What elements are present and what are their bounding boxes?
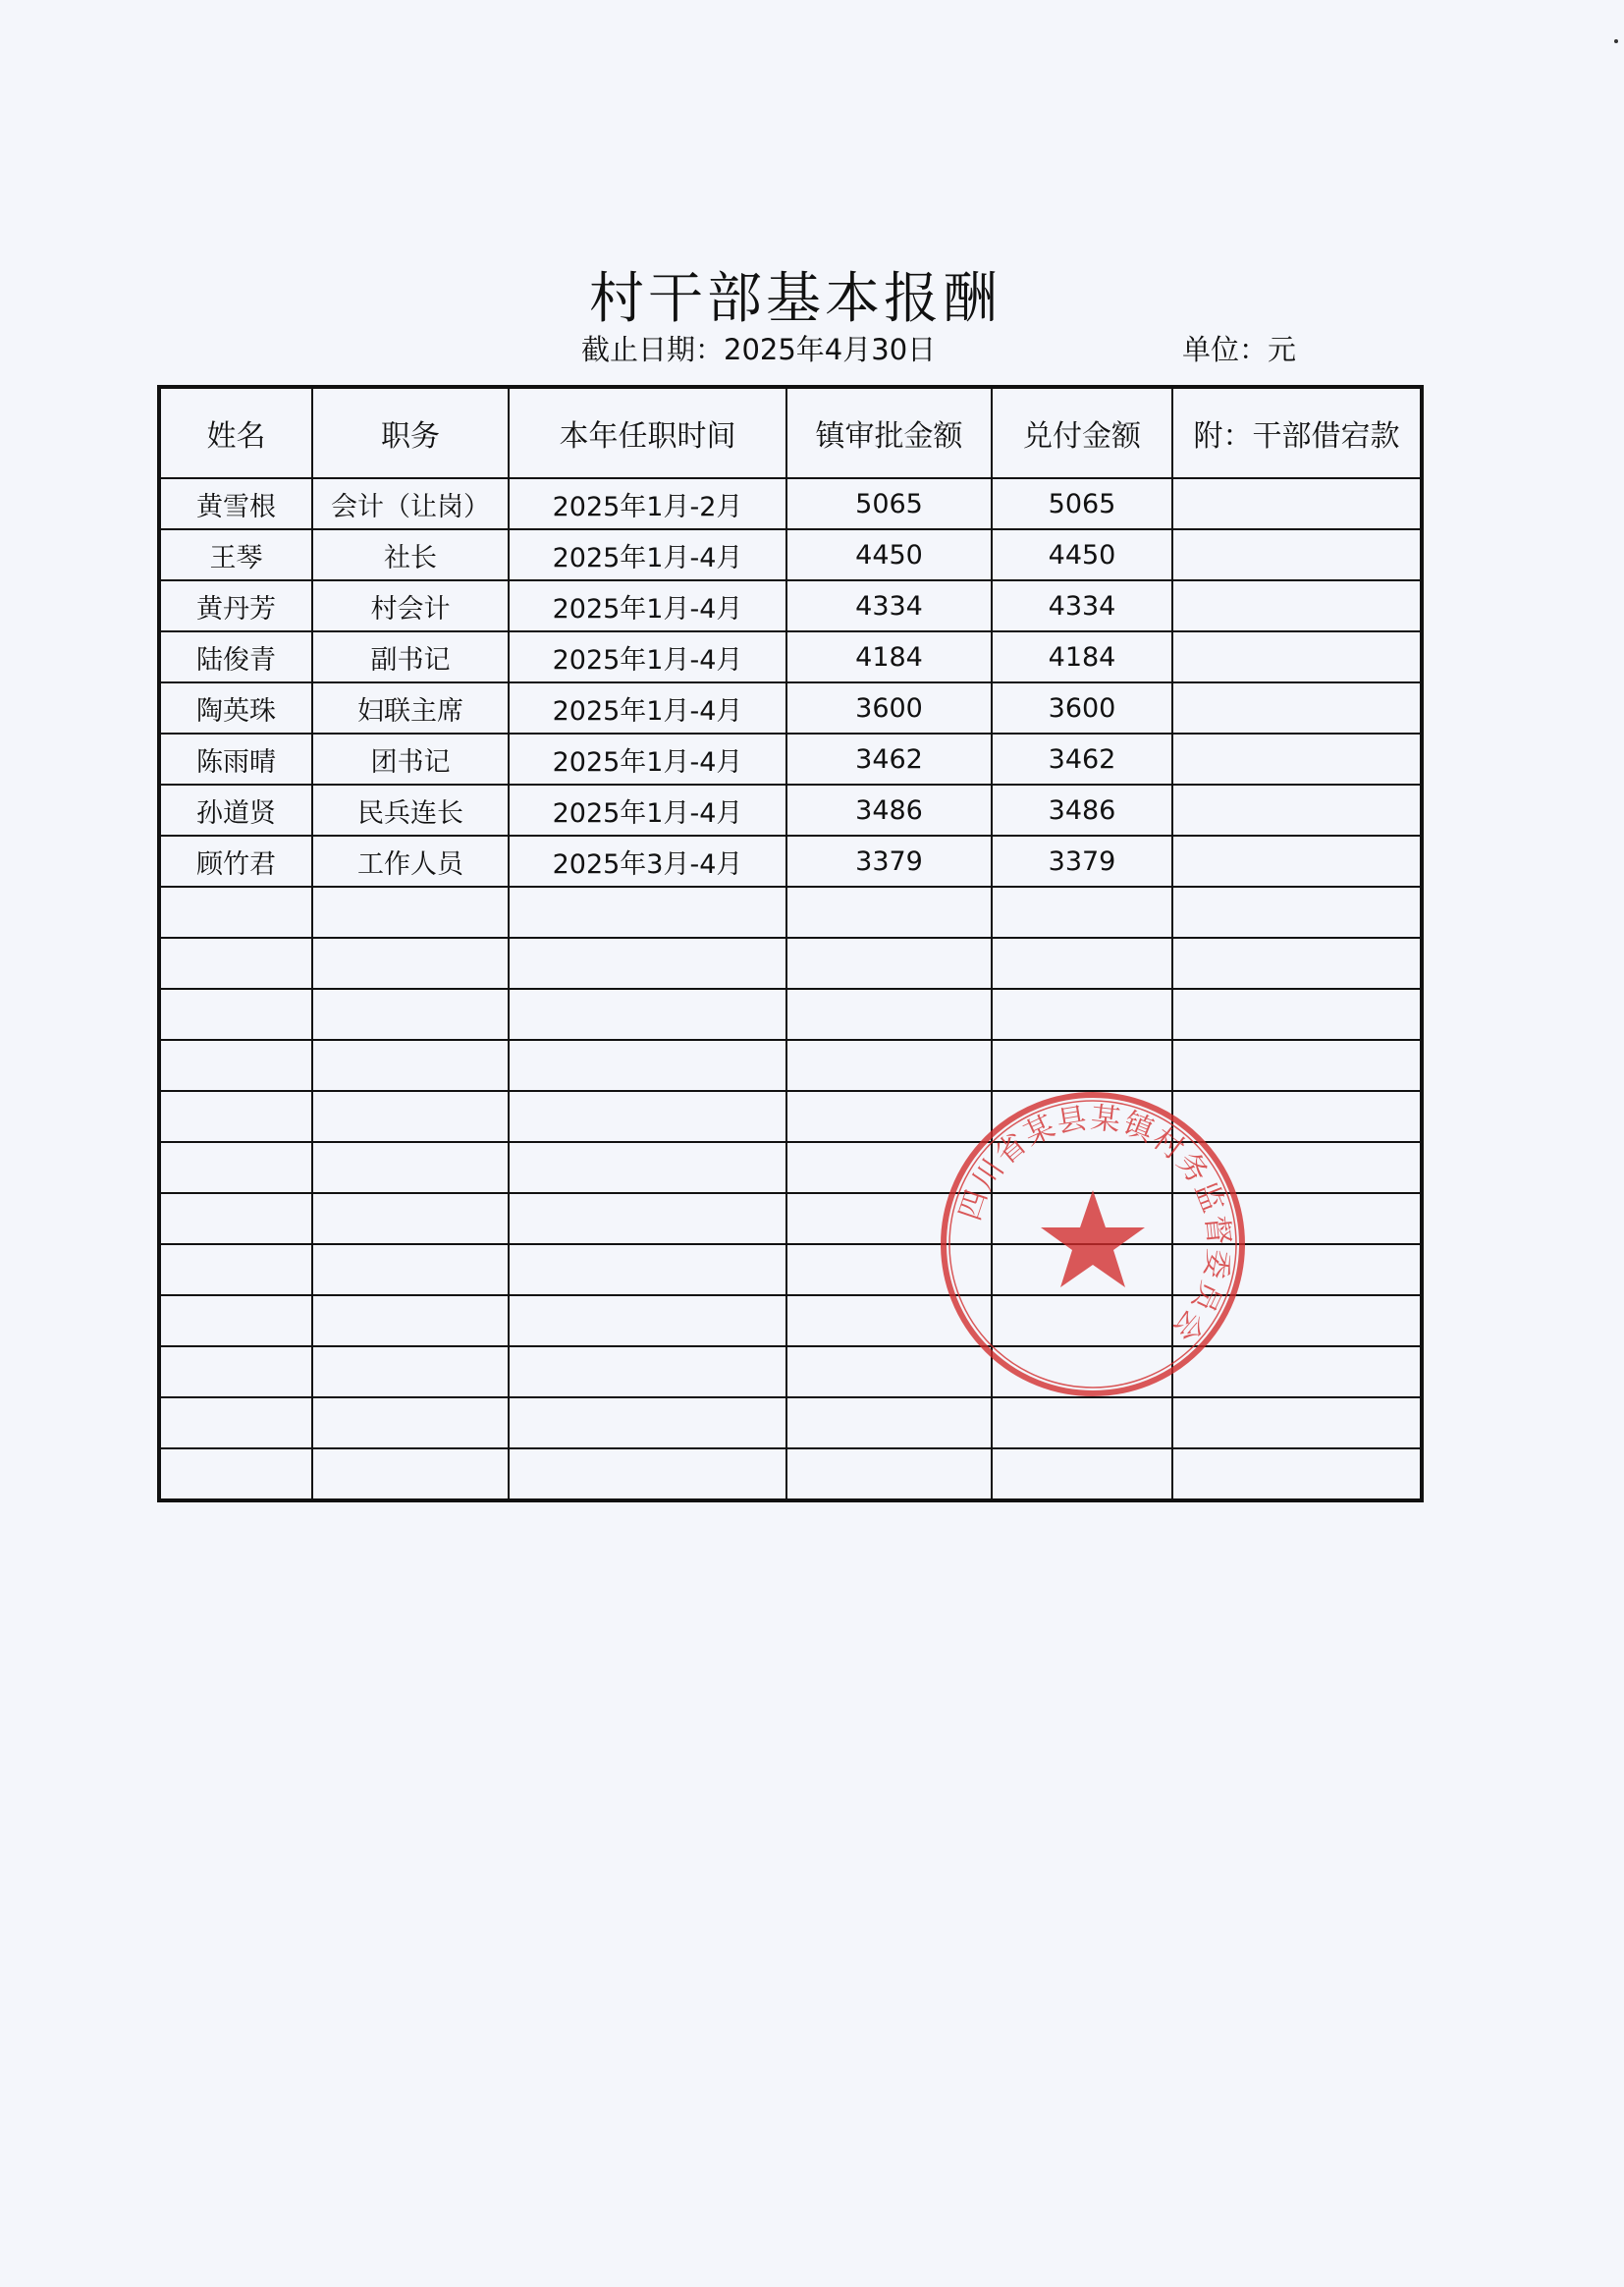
- cell-approved-amount: 3462: [786, 734, 992, 785]
- cell-role: 会计（让岗）: [312, 478, 509, 529]
- table-row: [159, 580, 1422, 631]
- cell-name: [159, 1040, 312, 1091]
- table-row: [159, 785, 1422, 836]
- cell-period: [509, 938, 786, 989]
- table-row: [159, 887, 1422, 938]
- cell-paid-amount: 4450: [992, 529, 1172, 580]
- cell-paid-amount: [992, 1193, 1172, 1244]
- unit-label: 单位：元: [1182, 333, 1297, 366]
- cell-paid-amount: [992, 1040, 1172, 1091]
- cell-role: [312, 887, 509, 938]
- cell-loan: [1172, 529, 1422, 580]
- cell-loan: [1172, 580, 1422, 631]
- cell-approved-amount: [786, 1040, 992, 1091]
- cell-name: [159, 1295, 312, 1346]
- cell-paid-amount: 4334: [992, 580, 1172, 631]
- cell-name: [159, 989, 312, 1040]
- table-row: [159, 1244, 1422, 1295]
- cell-paid-amount: [992, 1142, 1172, 1193]
- cell-paid-amount: [992, 1244, 1172, 1295]
- cell-period: [509, 1295, 786, 1346]
- cell-name: 陆俊青: [159, 631, 312, 682]
- cell-approved-amount: 4334: [786, 580, 992, 631]
- cell-loan: [1172, 478, 1422, 529]
- cell-role: [312, 1244, 509, 1295]
- cell-paid-amount: [992, 1397, 1172, 1448]
- cell-loan: [1172, 682, 1422, 734]
- cell-name: 陶英珠: [159, 682, 312, 734]
- cell-paid-amount: [992, 887, 1172, 938]
- cell-approved-amount: 3600: [786, 682, 992, 734]
- document-title: 村干部基本报酬: [589, 266, 1001, 331]
- table-header-row: [159, 387, 1422, 478]
- seal-text: 四川省某县某镇村务监督委员会: [952, 1101, 1236, 1349]
- cell-loan: [1172, 836, 1422, 887]
- cell-period: [509, 1397, 786, 1448]
- cell-loan: [1172, 1193, 1422, 1244]
- cell-name: 陈雨晴: [159, 734, 312, 785]
- cell-role: 村会计: [312, 580, 509, 631]
- cell-role: 副书记: [312, 631, 509, 682]
- table-row: [159, 989, 1422, 1040]
- cell-paid-amount: [992, 1295, 1172, 1346]
- cell-name: [159, 938, 312, 989]
- cell-loan: [1172, 938, 1422, 989]
- cell-name: 黄丹芳: [159, 580, 312, 631]
- cell-role: 工作人员: [312, 836, 509, 887]
- cell-role: 团书记: [312, 734, 509, 785]
- cell-loan: [1172, 1142, 1422, 1193]
- cell-loan: [1172, 734, 1422, 785]
- table-row: [159, 1346, 1422, 1397]
- cell-period: 2025年1月-4月: [509, 529, 786, 580]
- cell-paid-amount: 3462: [992, 734, 1172, 785]
- cell-paid-amount: 3486: [992, 785, 1172, 836]
- cell-approved-amount: 5065: [786, 478, 992, 529]
- cell-role: [312, 1295, 509, 1346]
- cell-approved-amount: [786, 1244, 992, 1295]
- table-row: [159, 1040, 1422, 1091]
- cell-paid-amount: [992, 1091, 1172, 1142]
- cell-role: 社长: [312, 529, 509, 580]
- cell-name: 孙道贤: [159, 785, 312, 836]
- cutoff-date: 截止日期：2025年4月30日: [581, 333, 937, 366]
- cell-approved-amount: [786, 1346, 992, 1397]
- cell-role: [312, 1397, 509, 1448]
- header-name: 姓名: [159, 387, 312, 478]
- cell-role: [312, 1142, 509, 1193]
- cell-paid-amount: [992, 1346, 1172, 1397]
- table-row: [159, 1193, 1422, 1244]
- cell-approved-amount: [786, 887, 992, 938]
- table-row: [159, 734, 1422, 785]
- cell-approved-amount: [786, 1397, 992, 1448]
- cell-period: [509, 1091, 786, 1142]
- cell-name: [159, 1091, 312, 1142]
- table-row: [159, 529, 1422, 580]
- cell-period: 2025年1月-4月: [509, 734, 786, 785]
- cell-name: [159, 1244, 312, 1295]
- remuneration-table: [157, 385, 1424, 1502]
- cell-loan: [1172, 887, 1422, 938]
- cell-name: 王琴: [159, 529, 312, 580]
- cell-paid-amount: 3600: [992, 682, 1172, 734]
- cell-role: [312, 989, 509, 1040]
- cell-loan: [1172, 631, 1422, 682]
- cell-name: [159, 1346, 312, 1397]
- scan-speck: [1614, 39, 1618, 43]
- cell-approved-amount: 3486: [786, 785, 992, 836]
- cell-role: [312, 1091, 509, 1142]
- cell-period: [509, 1346, 786, 1397]
- table-row: [159, 1142, 1422, 1193]
- table-row: [159, 1448, 1422, 1500]
- cell-name: [159, 1142, 312, 1193]
- cell-paid-amount: [992, 989, 1172, 1040]
- cell-name: 顾竹君: [159, 836, 312, 887]
- cell-period: 2025年1月-4月: [509, 785, 786, 836]
- cell-loan: [1172, 989, 1422, 1040]
- cell-loan: [1172, 1448, 1422, 1500]
- cell-period: [509, 1040, 786, 1091]
- table-row: [159, 478, 1422, 529]
- cell-period: [509, 1142, 786, 1193]
- cell-loan: [1172, 1091, 1422, 1142]
- cell-role: [312, 938, 509, 989]
- cell-period: [509, 989, 786, 1040]
- cell-paid-amount: [992, 938, 1172, 989]
- cell-loan: [1172, 1295, 1422, 1346]
- cell-role: [312, 1193, 509, 1244]
- cell-approved-amount: [786, 1295, 992, 1346]
- cell-approved-amount: 4184: [786, 631, 992, 682]
- table-body: [159, 478, 1422, 1500]
- header-role: 职务: [312, 387, 509, 478]
- cell-role: 妇联主席: [312, 682, 509, 734]
- cell-paid-amount: 4184: [992, 631, 1172, 682]
- cell-role: 民兵连长: [312, 785, 509, 836]
- cell-approved-amount: [786, 938, 992, 989]
- header-paid-amount: 兑付金额: [992, 387, 1172, 478]
- cell-role: [312, 1448, 509, 1500]
- cell-approved-amount: [786, 1193, 992, 1244]
- cell-period: 2025年1月-4月: [509, 682, 786, 734]
- cell-role: [312, 1040, 509, 1091]
- cell-loan: [1172, 1040, 1422, 1091]
- cell-name: [159, 887, 312, 938]
- cell-period: [509, 1193, 786, 1244]
- table-row: [159, 1295, 1422, 1346]
- header-period: 本年任职时间: [509, 387, 786, 478]
- cell-paid-amount: 3379: [992, 836, 1172, 887]
- cell-name: [159, 1193, 312, 1244]
- cell-loan: [1172, 1397, 1422, 1448]
- cell-period: [509, 1244, 786, 1295]
- table-row: [159, 682, 1422, 734]
- header-approved-amount: 镇审批金额: [786, 387, 992, 478]
- cell-approved-amount: [786, 989, 992, 1040]
- cell-approved-amount: [786, 1091, 992, 1142]
- cell-loan: [1172, 785, 1422, 836]
- table-row: [159, 1091, 1422, 1142]
- cell-approved-amount: [786, 1142, 992, 1193]
- table-row: [159, 1397, 1422, 1448]
- cell-name: [159, 1448, 312, 1500]
- table-row: [159, 938, 1422, 989]
- cell-period: 2025年3月-4月: [509, 836, 786, 887]
- cell-paid-amount: 5065: [992, 478, 1172, 529]
- cell-approved-amount: 4450: [786, 529, 992, 580]
- table-row: [159, 631, 1422, 682]
- cell-period: 2025年1月-4月: [509, 631, 786, 682]
- cell-loan: [1172, 1244, 1422, 1295]
- cell-loan: [1172, 1346, 1422, 1397]
- table-row: [159, 836, 1422, 887]
- cell-period: [509, 887, 786, 938]
- cell-approved-amount: [786, 1448, 992, 1500]
- cell-period: 2025年1月-4月: [509, 580, 786, 631]
- cell-role: [312, 1346, 509, 1397]
- cell-name: [159, 1397, 312, 1448]
- header-loan: 附：干部借宕款: [1172, 387, 1422, 478]
- cell-approved-amount: 3379: [786, 836, 992, 887]
- cell-period: [509, 1448, 786, 1500]
- cell-paid-amount: [992, 1448, 1172, 1500]
- cell-period: 2025年1月-2月: [509, 478, 786, 529]
- cell-name: 黄雪根: [159, 478, 312, 529]
